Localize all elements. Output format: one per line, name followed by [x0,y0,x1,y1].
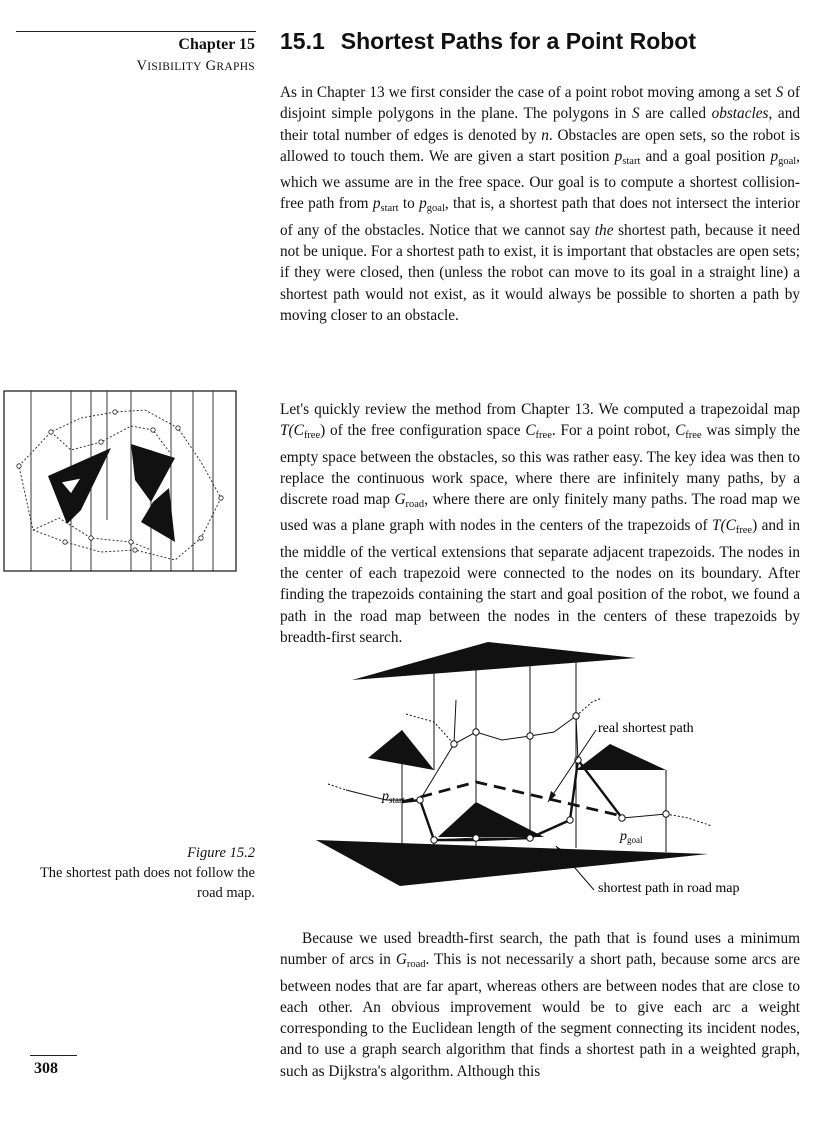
paragraph-2: Let's quickly review the method from Chapter 13. We computed a trapezoidal map $T(C_{free})$ of the free configuration space $C_{free}$. For a point robot, $C_{free}$ was simply the empty space between the obstacles, so this was rather easy. The key idea was then to replace the continuous work space, where there are infinitely many paths, by a discrete road map $G_{road}$, where there are only finitely many paths. The road map we used was a plane graph with nodes in the centers of the trapezoids of $T(C_{free})$ and in the middle of the vertical extensions that separate adjacent trapezoids. The nodes in the center of each trapezoid were connected to the nodes on its boundary. After finding the trapezoids containing the start and goal position of the robot, we found a path in the road map between the nodes in the centers of these trapezoids by breadth-first search. [280,401,800,646]
dotted-continuations [328,698,712,826]
paragraph-1: As in Chapter 13 we first consider the case of a point robot moving among a set S of disjoint simple polygons in the plane. The polygons in S are called obstacles, and their total number of edges is denoted by n. Obstacles are open sets, so the robot is allowed to touch them. We are given a start position $p_{start}$ and a goal position $p_{goal}$, which we assume are in the free space. Our goal is to compute a shortest collision-free path from $p_{start}$ to $p_{goal}$, that is, a shortest path that does not intersect the interior of any of the obstacles. Notice that we cannot say the shortest path, because it need not be unique. For a shortest path to exist, it is important that obstacles are open sets; if they were closed, then (unless the robot can move to its goal in a straight line) a shortest path would not exist, as it would always be possible to shorten a path by moving closer to an obstacle. [280,84,801,324]
label-pstart: $p_{start}$ [382,789,405,805]
center-obstacle [438,802,544,837]
paragraph-3: Because we used breadth-first search, the path that is found uses a minimum number of arcs in $G_{road}$. This is not necessarily a short path, because some arcs are between nodes that are far apart, whereas others are between nodes that are close to each other. An obvious improvement would be to give each arc a weight corresponding to the Euclidean length of the segment connecting its incident nodes, and to use a graph search algorithm that finds a shortest path in a weighted graph, such as Dijkstra's algorithm. Although this [280,930,800,1080]
label-road-map-path: shortest path in road map [598,881,740,896]
caption-line-2: road map. [197,885,255,901]
caption-line-1: The shortest path does not follow the [39,865,255,881]
figure-caption [40,843,255,903]
page-number-rule [30,1055,77,1056]
bottom-obstacle [316,840,708,886]
page-number: 308 [34,1060,58,1077]
figure-15-2 [316,640,786,900]
top-obstacle [352,642,636,680]
section-heading [280,28,696,55]
figure-label: Figure 15.2 [187,845,255,861]
margin-top-rule [16,31,256,32]
real-shortest-path [402,782,622,816]
chapter-title: VISIBILITY GRAPHS [136,58,255,74]
label-pgoal: $p_{goal}$ [620,829,643,845]
trapezoidal-map-figure [3,390,237,572]
left-obstacle [368,730,434,770]
section-title: Shortest Paths for a Point Robot [340,28,696,54]
right-obstacle [576,744,666,770]
section-number: 15.1 [280,28,325,54]
chapter-label: Chapter 15 [178,36,255,53]
label-real-shortest-path: real shortest path [598,721,694,736]
